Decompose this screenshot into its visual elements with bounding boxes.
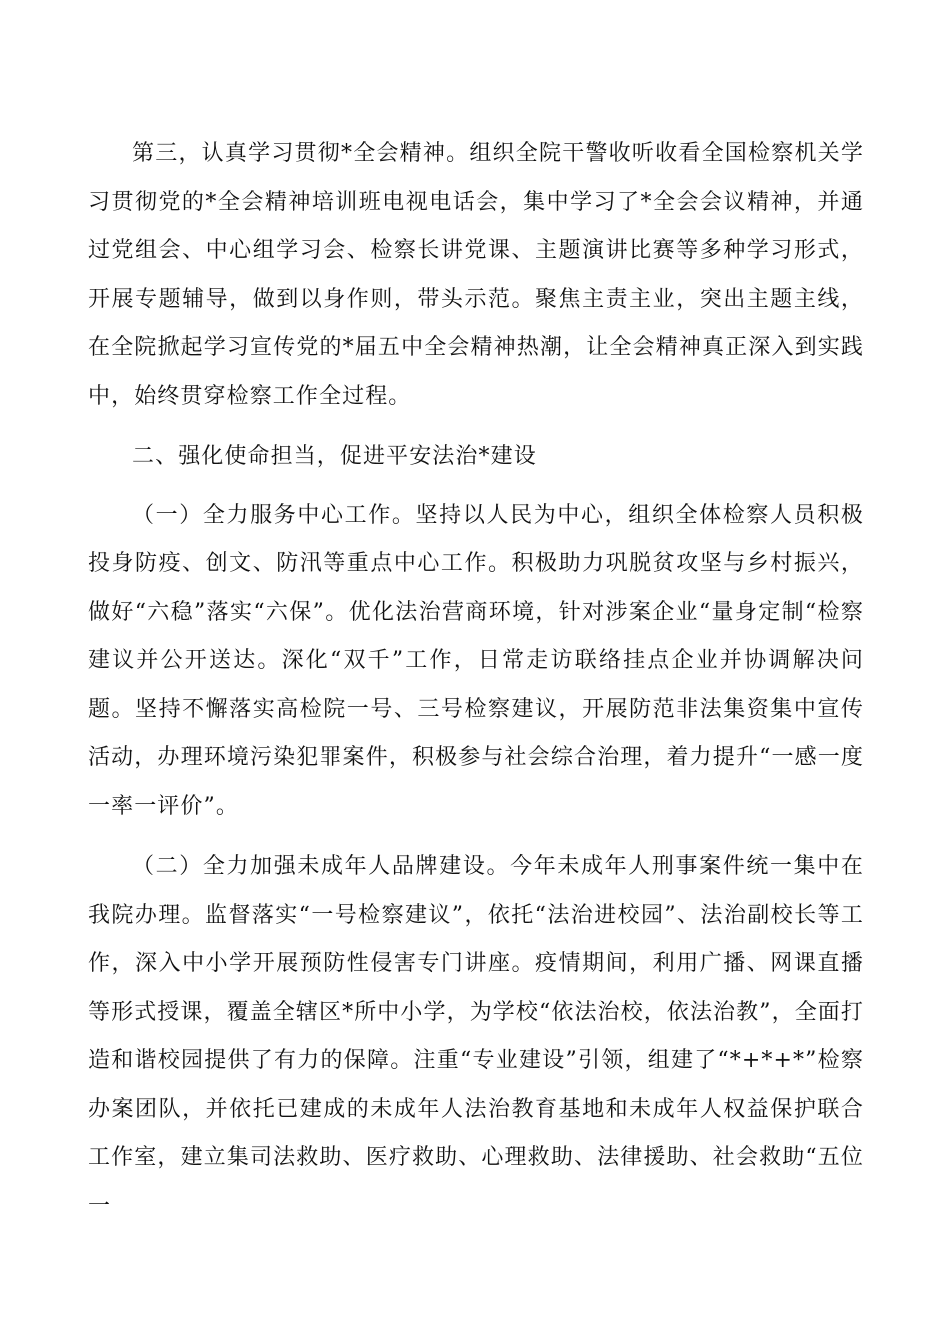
paragraph-serve-center: （一）全力服务中心工作。坚持以人民为中心，组织全体检察人员积极投身防疫、创文、防汛等重点中心工作。积极助力巩脱贫攻坚与乡村振兴，做好“六稳”落实“六保”。优化法治营商环境，针对涉案企业“量身定制“检察建议并公开送达。深化“双千”工作，日常走访联络挂点企业并协调解决问题。坚持不懈落实高检院一号、三号检察建议，开展防范非法集资集中宣传活动，办理环境污染犯罪案件，积极参与社会综合治理，着力提升“一感一度一率一评价”。 [88,502,864,819]
section-heading-two: 二、强化使命担当，促进平安法治*建设 [132,444,537,469]
paragraph-minors-brand: （二）全力加强未成年人品牌建设。今年未成年人刑事案件统一集中在我院办理。监督落实“一号检察建议”，依托“法治进校园”、法治副校长等工作，深入中小学开展预防性侵害专门讲座。疫情期间，利用广播、网课直播等形式授课，覆盖全辖区*所中小学，为学校“依法治校，依法治教”，全面打造和谐校园提供了有力的保障。注重“专业建设”引领，组建了“*+*+*”检察办案团队，并依托已建成的未成年人法治教育基地和未成年人权益保护联合工作室，建立集司法救助、医疗救助、心理救助、法律援助、社会救助“五位一 [88,854,864,1219]
paragraph-study-plenary: 第三，认真学习贯彻*全会精神。组织全院干警收听收看全国检察机关学习贯彻党的*全会精神培训班电视电话会，集中学习了*全会会议精神，并通过党组会、中心组学习会、检察长讲党课、主题演讲比赛等多种学习形式，开展专题辅导，做到以身作则，带头示范。聚焦主责主业，突出主题主线，在全院掀起学习宣传党的*届五中全会精神热潮，让全会精神真正深入到实践中，始终贯穿检察工作全过程。 [88,141,864,409]
document-body [88,130,864,1243]
